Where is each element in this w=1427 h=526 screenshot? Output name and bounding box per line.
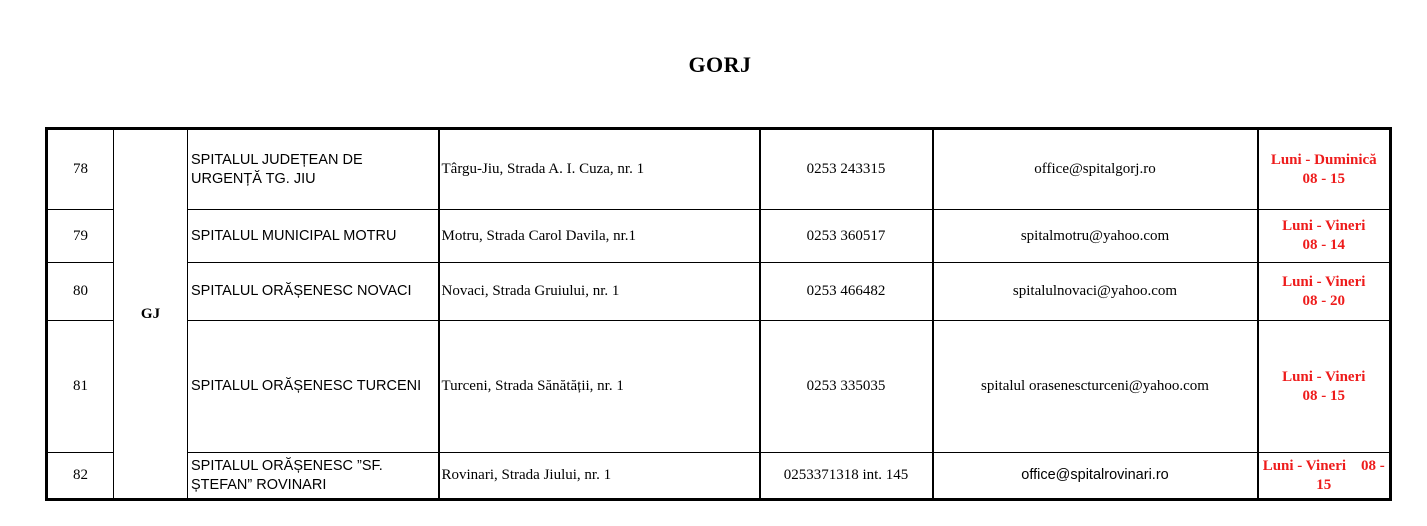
schedule-days: Luni - Vineri 08 - xyxy=(1262,457,1385,474)
hospital-email: spitalulnovaci@yahoo.com xyxy=(933,263,1258,321)
hospital-name: SPITALUL ORĂȘENESC ”SF. ȘTEFAN” ROVINARI xyxy=(188,453,439,500)
schedule-hours: 08 - 20 xyxy=(1302,292,1345,309)
table-row xyxy=(47,453,1391,500)
hospitals-table xyxy=(45,127,1392,501)
hospital-address: Motru, Strada Carol Davila, nr.1 xyxy=(439,210,760,263)
hospital-address: Rovinari, Strada Jiului, nr. 1 xyxy=(439,453,760,500)
page-title: GORJ xyxy=(688,52,752,77)
schedule-days: Luni - Vineri xyxy=(1282,368,1366,385)
schedule xyxy=(1258,453,1391,500)
hospital-address: Turceni, Strada Sănătății, nr. 1 xyxy=(439,321,760,453)
schedule xyxy=(1258,321,1391,453)
schedule xyxy=(1258,210,1391,263)
schedule xyxy=(1258,129,1391,210)
hospital-phone: 0253 335035 xyxy=(760,321,933,453)
schedule-days: Luni - Duminică xyxy=(1270,151,1377,168)
hospital-email: spitalmotru@yahoo.com xyxy=(933,210,1258,263)
schedule-hours: 08 - 15 xyxy=(1302,170,1345,187)
hospital-phone: 0253371318 int. 145 xyxy=(760,453,933,500)
table-row xyxy=(47,210,1391,263)
hospital-phone: 0253 360517 xyxy=(760,210,933,263)
hospital-phone: 0253 466482 xyxy=(760,263,933,321)
schedule-hours: 08 - 15 xyxy=(1302,387,1345,404)
table-row xyxy=(47,263,1391,321)
row-number: 80 xyxy=(47,263,114,321)
county-code: GJ xyxy=(114,129,188,500)
row-number: 78 xyxy=(47,129,114,210)
table-row xyxy=(47,321,1391,453)
row-number: 79 xyxy=(47,210,114,263)
schedule xyxy=(1258,263,1391,321)
hospital-address: Târgu-Jiu, Strada A. I. Cuza, nr. 1 xyxy=(439,129,760,210)
hospital-email: office@spitalrovinari.ro xyxy=(933,453,1258,500)
hospital-name: SPITALUL ORĂȘENESC TURCENI xyxy=(188,321,439,453)
row-number: 81 xyxy=(47,321,114,453)
hospital-name: SPITALUL MUNICIPAL MOTRU xyxy=(188,210,439,263)
row-number: 82 xyxy=(47,453,114,500)
table-row xyxy=(47,129,1391,210)
schedule-hours: 15 xyxy=(1316,476,1332,493)
schedule-days: Luni - Vineri xyxy=(1282,273,1366,290)
schedule-hours: 08 - 14 xyxy=(1302,237,1345,253)
hospital-phone: 0253 243315 xyxy=(760,129,933,210)
hospital-name: SPITALUL ORĂȘENESC NOVACI xyxy=(188,263,439,321)
hospital-name: SPITALUL JUDEȚEAN DE URGENȚĂ TG. JIU xyxy=(188,129,439,210)
hospital-email: spitalul orasenescturceni@yahoo.com xyxy=(933,321,1258,453)
hospital-address: Novaci, Strada Gruiului, nr. 1 xyxy=(439,263,760,321)
schedule-days: Luni - Vineri xyxy=(1282,218,1366,234)
hospital-email: office@spitalgorj.ro xyxy=(933,129,1258,210)
